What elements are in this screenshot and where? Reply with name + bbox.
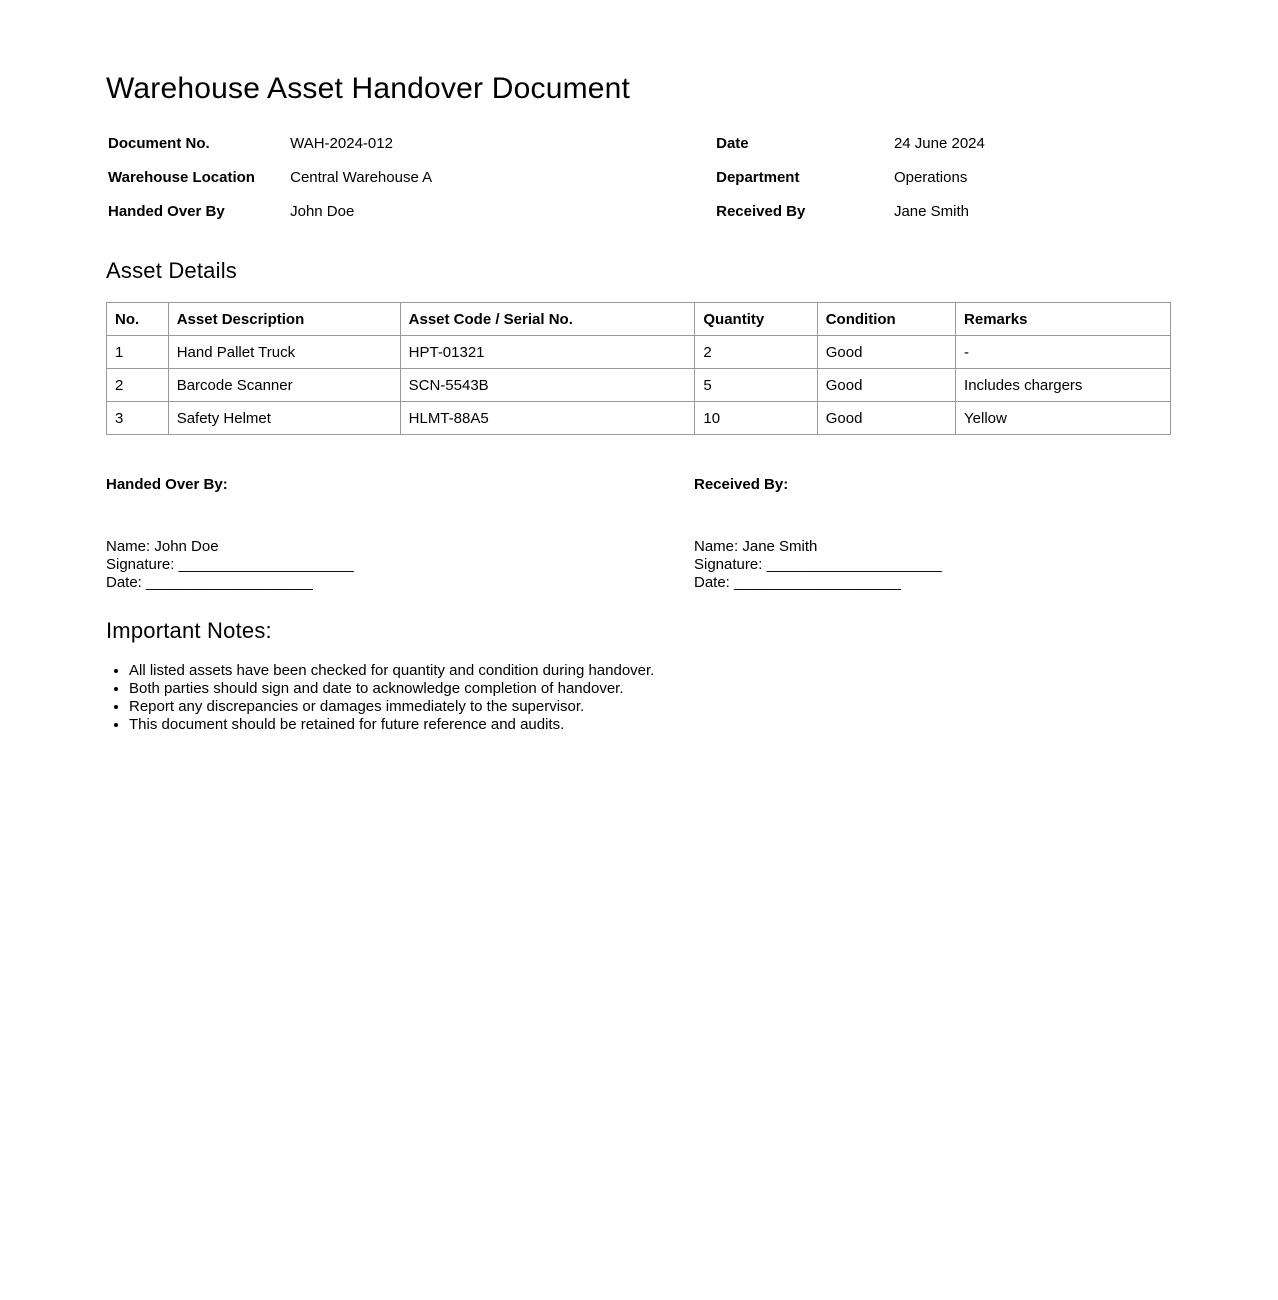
cell-condition: Good [817,402,955,435]
column-header-code: Asset Code / Serial No. [400,303,695,336]
signature-date-line [106,574,694,592]
date-blank: ____________________ [146,574,313,591]
meta-value-warehouse-location: Central Warehouse A [290,168,433,186]
signature-date-line [694,574,1171,592]
table-row [107,336,1171,369]
note-item: • This document should be retained for future reference and audits. [129,716,1171,734]
cell-remarks: Yellow [956,402,1171,435]
note-item: • Both parties should sign and date to acknowledge completion of handover. [129,680,1171,698]
column-header-remarks: Remarks [956,303,1171,336]
cell-condition: Good [817,369,955,402]
signature-signature-line [106,556,694,574]
signature-name-line [694,538,1171,556]
meta-label-document-no: Document No. [108,134,210,152]
meta-label-handed-over-by: Handed Over By [108,202,225,220]
signature-block-handed-over [106,476,694,592]
signature-block-received [694,476,1171,592]
note-item: • All listed assets have been checked for quantity and condition during handover. [129,662,1171,680]
cell-quantity: 10 [695,402,817,435]
signature-lines [694,538,1171,592]
signature-signature-line [694,556,1171,574]
column-header-condition: Condition [817,303,955,336]
cell-code: HLMT-88A5 [400,402,695,435]
cell-description: Safety Helmet [168,402,400,435]
cell-no: 1 [107,336,169,369]
name-value: John Doe [154,538,219,555]
signature-label: Signature: [694,556,763,573]
asset-details-table [106,302,1171,435]
name-label: Name: [106,538,151,555]
signature-blank: _____________________ [766,556,942,573]
cell-code: HPT-01321 [400,336,695,369]
signature-section [106,476,1171,592]
note-item: • Report any discrepancies or damages immediately to the supervisor. [129,698,1171,716]
meta-row [106,160,1171,194]
column-header-no: No. [107,303,169,336]
meta-value-date: 24 June 2024 [893,134,985,152]
meta-value-received-by: Jane Smith [893,202,969,220]
meta-row [106,194,1171,228]
meta-label-warehouse-location: Warehouse Location [108,168,255,186]
cell-code: SCN-5543B [400,369,695,402]
name-label: Name: [694,538,739,555]
meta-row [106,126,1171,160]
meta-value-document-no: WAH-2024-012 [290,134,393,152]
notes-list [106,662,1171,734]
signature-heading-received: Received By: [694,476,789,493]
date-blank: ____________________ [734,574,901,591]
cell-quantity: 5 [695,369,817,402]
signature-lines [106,538,694,592]
cell-remarks: Includes chargers [956,369,1171,402]
name-value: Jane Smith [742,538,818,555]
section-heading-important-notes: Important Notes: [106,618,272,643]
section-heading-asset-details: Asset Details [106,258,237,283]
document-meta-table [106,126,1171,228]
cell-remarks: - [956,336,1171,369]
date-label: Date: [694,574,730,591]
document-content [106,0,1171,734]
cell-description: Hand Pallet Truck [168,336,400,369]
meta-value-handed-over-by: John Doe [290,202,355,220]
signature-name-line [106,538,694,556]
signature-heading-handed-over: Handed Over By: [106,476,228,493]
table-header-row [107,303,1171,336]
signature-blank: _____________________ [178,556,354,573]
column-header-description: Asset Description [168,303,400,336]
meta-label-received-by: Received By [716,202,806,220]
cell-description: Barcode Scanner [168,369,400,402]
signature-label: Signature: [106,556,175,573]
cell-condition: Good [817,336,955,369]
meta-value-department: Operations [893,168,968,186]
cell-no: 3 [107,402,169,435]
cell-no: 2 [107,369,169,402]
date-label: Date: [106,574,142,591]
meta-label-department: Department [716,168,800,186]
column-header-quantity: Quantity [695,303,817,336]
meta-label-date: Date [716,134,749,152]
table-row [107,402,1171,435]
page-title: Warehouse Asset Handover Document [106,72,631,105]
table-row [107,369,1171,402]
cell-quantity: 2 [695,336,817,369]
